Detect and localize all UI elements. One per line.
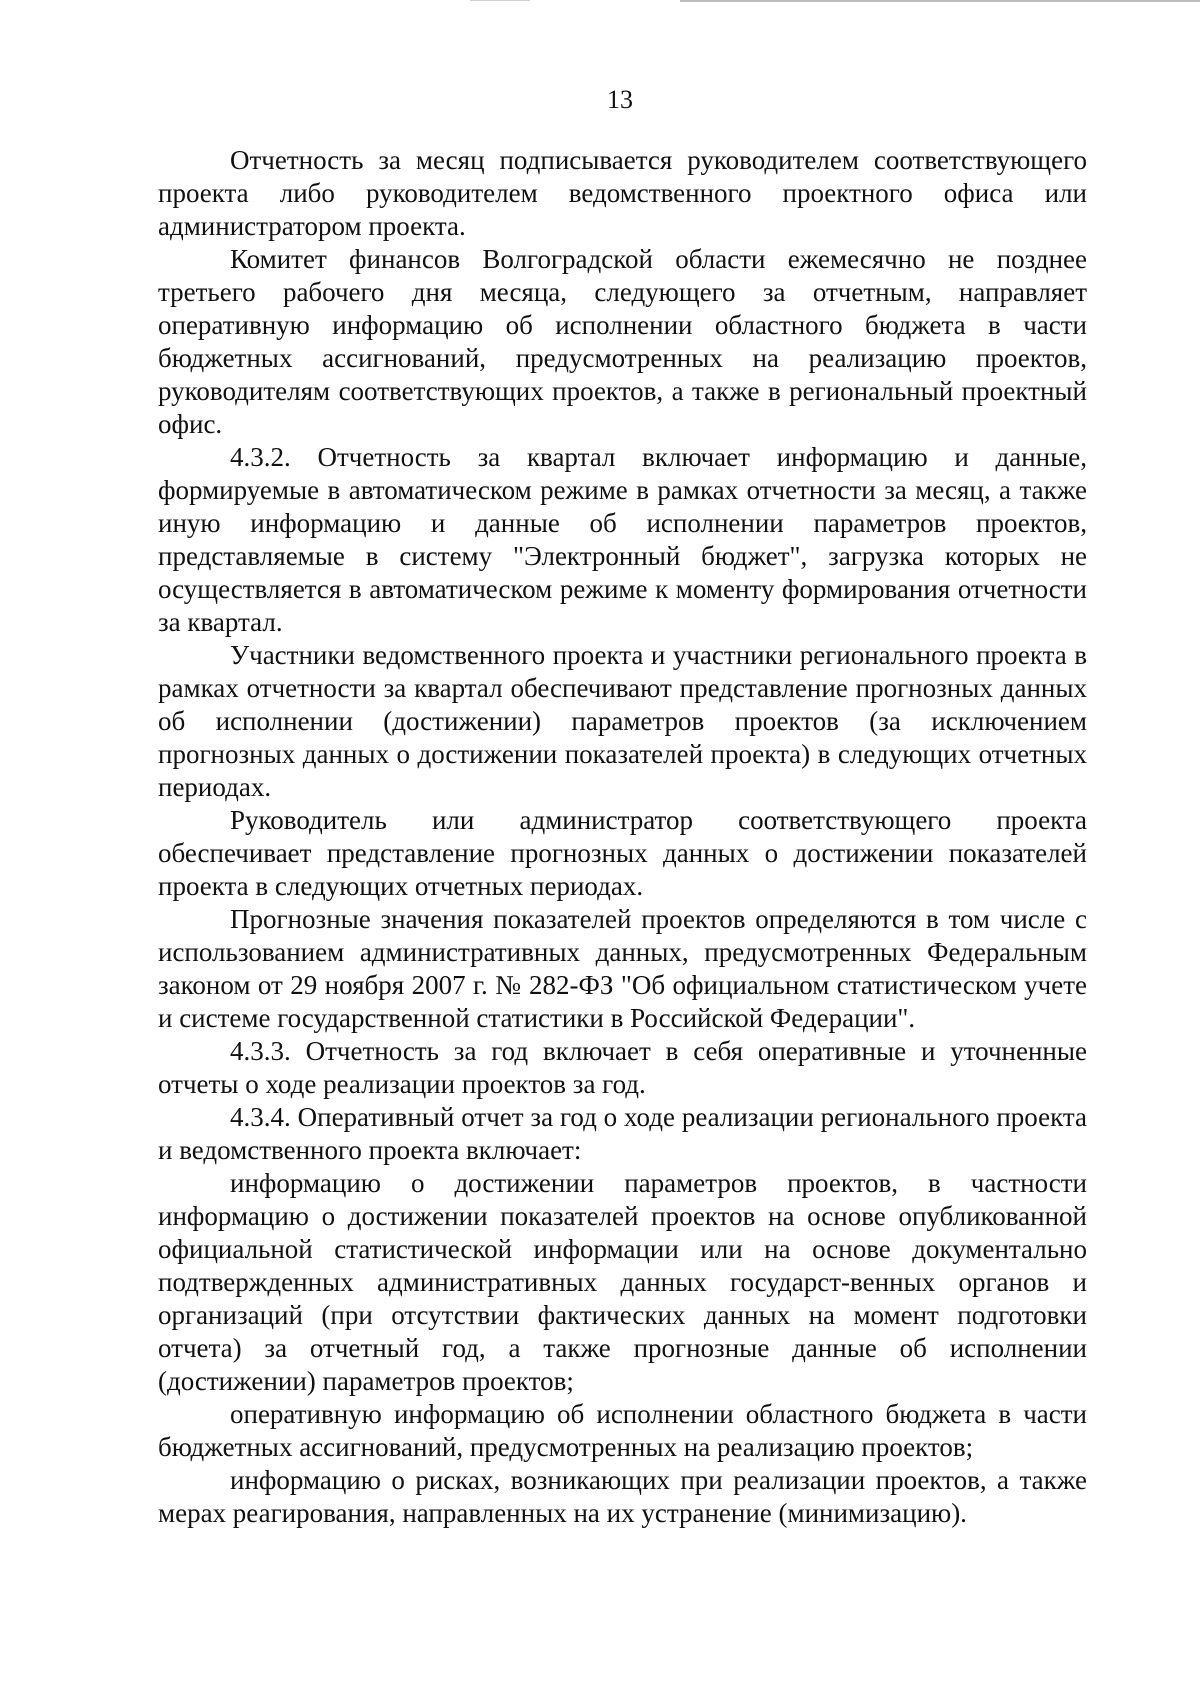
paragraph-project-participants: Участники ведомственного проекта и участники регионального проекта в рамках отчетности за квартал обеспечивают представление прогнозных данных об исполнении (достижении) параметров проектов (за исключением прогнозных данных о достижении показателей проекта) в следующих отчетных периодах. — [158, 640, 1087, 802]
paragraph-finance-committee: Комитет финансов Волгоградской области ежемесячно не позднее третьего рабочего дня месяца, следующего за отчетным, направляет оперативную информацию об исполнении областного бюджета в части бюджетных ассигнований, предусмотренных на реализацию проектов, руководителям соответствующих проектов, а также в региональный проектный офис. — [158, 244, 1087, 439]
paragraph-forecast-values: Прогнозные значения показателей проектов определяются в том числе с использованием административных данных, предусмотренных Федеральным законом от 29 ноября 2007 г. № 282-ФЗ "Об официальном статистическом учете и системе государственной статистики в Российской Федерации". — [158, 904, 1087, 1033]
scan-artifact-line — [680, 0, 1200, 2]
page-number: 13 — [607, 85, 633, 114]
paragraph-monthly-report-signing: Отчетность за месяц подписывается руководителем соответствующего проекта либо руководителем ведомственного проектного офиса или администратором проекта. — [158, 145, 1087, 241]
paragraph-4-3-2: 4.3.2. Отчетность за квартал включает информацию и данные, формируемые в автоматическом режиме в рамках отчетности за месяц, а также иную информацию и данные об исполнении параметров проектов, представляемые в систему "Электронный бюджет", загрузка которых не осуществляется в автоматическом режиме к моменту формирования отчетности за квартал. — [158, 442, 1087, 637]
document-body — [158, 144, 1087, 1530]
paragraph-project-manager: Руководитель или администратор соответствующего проекта обеспечивает представление прогнозных данных о достижении показателей проекта в следующих отчетных периодах. — [158, 805, 1087, 901]
paragraph-4-3-3: 4.3.3. Отчетность за год включает в себя оперативные и уточненные отчеты о ходе реализации проектов за год. — [158, 1036, 1087, 1099]
list-item-risks-info: информацию о рисках, возникающих при реализации проектов, а также мерах реагирования, направленных на их устранение (минимизацию). — [158, 1465, 1087, 1528]
scan-artifact-line — [470, 0, 530, 1]
list-item-budget-info: оперативную информацию об исполнении областного бюджета в части бюджетных ассигнований, предусмотренных на реализацию проектов; — [158, 1399, 1087, 1462]
paragraph-4-3-4: 4.3.4. Оперативный отчет за год о ходе реализации регионального проекта и ведомственного проекта включает: — [158, 1102, 1087, 1165]
list-item-parameters-info: информацию о достижении параметров проектов, в частности информацию о достижении показателей проектов на основе опубликованной официальной статистической информации или на основе документально подтвержденных административных данных государст-венных органов и организаций (при отсутствии фактических данных на момент подготовки отчета) за отчетный год, а также прогнозные данные об исполнении (достижении) параметров проектов; — [158, 1168, 1087, 1396]
